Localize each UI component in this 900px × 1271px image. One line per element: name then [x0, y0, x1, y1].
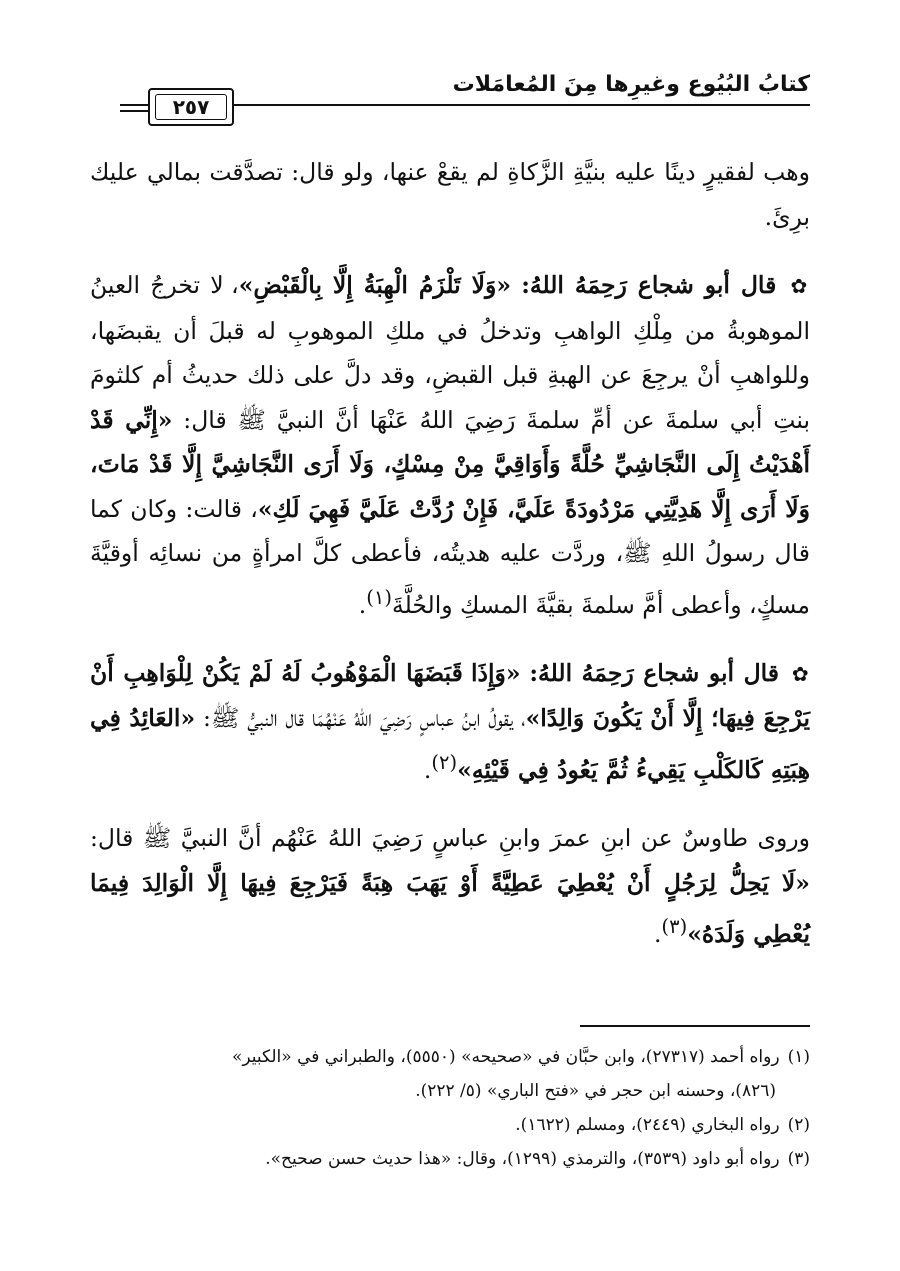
footnote-text: رواه أحمد (٢٧٣١٧)، وابن حبَّان في «صحيحه» (٥٥٥٠)، والطبراني في «الكبير» [231, 1047, 780, 1067]
footnote-text: (٨٢٦)، وحسنه ابن حجر في «فتح الباري» (٥/ ٢٢٢). [415, 1081, 776, 1101]
footnote-1 [90, 1040, 810, 1074]
footnote-ref[interactable]: (٢) [431, 750, 458, 774]
matn-quote: «وَإِذَا قَبَضَهَا الْمَوْهُوبُ لَهُ لَمْ يَكُنْ لِلْوَاهِبِ أَنْ يَرْجِعَ فِيهَا؛ إِلَّا أَنْ يَكُونَ وَالِدًا» [90, 658, 810, 733]
paragraph-2 [90, 263, 810, 627]
paragraph-3 [90, 651, 810, 792]
paragraph-1 [90, 150, 810, 239]
paragraph-4 [90, 816, 810, 956]
matn-quote: «وَلَا تَلْزَمُ الْهِبَةُ إِلَّا بِالْقَبْضِ» [238, 271, 512, 299]
footnote-separator [580, 1025, 810, 1027]
page-number: ٢٥٧ [155, 94, 227, 120]
matn-lead: قال أبو شجاع رَحِمَهُ اللهُ: [521, 271, 777, 299]
main-text [90, 150, 810, 980]
commentary-text: ، يقولُ ابنُ عباسٍ رَضِيَ اللهُ عَنْهُمَا قال النبيُّ ﷺ: [203, 704, 526, 733]
paragraph-1-text: وهب لفقيرٍ دينًا عليه بنيَّةِ الزَّكاةِ لم يقعْ عنها، ولو قال: تصدَّقت بمالي عليك برِئَ. [90, 158, 810, 231]
footnote-ref[interactable]: (١) [366, 585, 392, 609]
flower-icon: ✿ [791, 661, 810, 686]
footnote-number: (٢) [787, 1115, 810, 1135]
flower-icon: ✿ [790, 274, 810, 298]
running-title: كتابُ البُيُوع وغيرِها مِنَ المُعامَلات [452, 72, 810, 97]
footnote-number: (٣) [787, 1149, 810, 1169]
footnote-3 [90, 1142, 810, 1176]
commentary-text: وروى طاوسٌ عن ابنِ عمرَ وابنِ عباسٍ رَضِيَ اللهُ عَنْهُم أنَّ النبيَّ ﷺ قال: [90, 824, 810, 853]
page-header [120, 70, 810, 126]
full-stop: . [423, 755, 432, 784]
footnote-ref[interactable]: (٣) [661, 915, 688, 939]
hadith-text: «إِنِّي قَدْ أَهْدَيْتُ إِلَى النَّجَاشِيِّ حُلَّةً وَأَوَاقِيَّ مِنْ مِسْكٍ، وَلَا أَرَى النَّجَاشِيَّ إِلَّا قَدْ مَاتَ، وَلَا أَرَى إِلَّا هَدِيَّتِي مَرْدُودَةً عَلَيَّ، فَإِنْ رُدَّتْ عَلَيَّ فَهِيَ لَكِ» [90, 405, 810, 523]
footnote-text: رواه البخاري (٢٤٤٩)، ومسلم (١٦٢٢). [515, 1115, 780, 1135]
page-number-frame [148, 88, 234, 126]
commentary-text: ، لا تخرجُ العينُ الموهوبةُ من مِلْكِ الواهبِ وتدخلُ في ملكِ الموهوبِ له قبلَ أن يقبضَها، وللواهبِ أنْ يرجِعَ عن الهبةِ قبل القبضِ، وقد دلَّ على ذلك حديثُ أم كلثومَ بنتِ أبي سلمةَ عن أمِّ سلمةَ رَضِيَ اللهُ عَنْهَا أنَّ النبيَّ ﷺ قال: [90, 271, 810, 434]
full-stop: . [358, 590, 367, 619]
footnote-2 [90, 1108, 810, 1142]
hadith-text: «لَا يَحِلُّ لِرَجُلٍ أَنْ يُعْطِيَ عَطِيَّةً أَوْ يَهَبَ هِبَةً فَيَرْجِعَ فِيهَا إِلَّا الْوَالِدَ فِيمَا يُعْطِي وَلَدَهُ» [90, 868, 810, 948]
commentary-text: ، قالت: وكان كما قال رسولُ اللهِ ﷺ، وردَّت عليه هديتُه، فأعطى كلَّ امرأةٍ من نسائِه أوقيَّةَ مسكٍ، وأعطى أمَّ سلمةَ بقيَّةَ المسكِ والحُلَّةَ [90, 494, 810, 619]
footnote-number: (١) [787, 1047, 810, 1067]
footnotes [90, 1040, 810, 1176]
footnote-1-continuation [90, 1074, 810, 1108]
matn-lead: قال أبو شجاع رَحِمَهُ اللهُ: [529, 658, 780, 687]
full-stop: . [653, 919, 662, 948]
hadith-text: «العَائِدُ فِي هِبَتِهِ كَالكَلْبِ يَقِيءُ ثُمَّ يَعُودُ فِي قَيْئِهِ» [90, 704, 810, 784]
footnote-text: رواه أبو داود (٣٥٣٩)، والترمذي (١٢٩٩)، وقال: «هذا حديث حسن صحيح». [265, 1149, 780, 1169]
